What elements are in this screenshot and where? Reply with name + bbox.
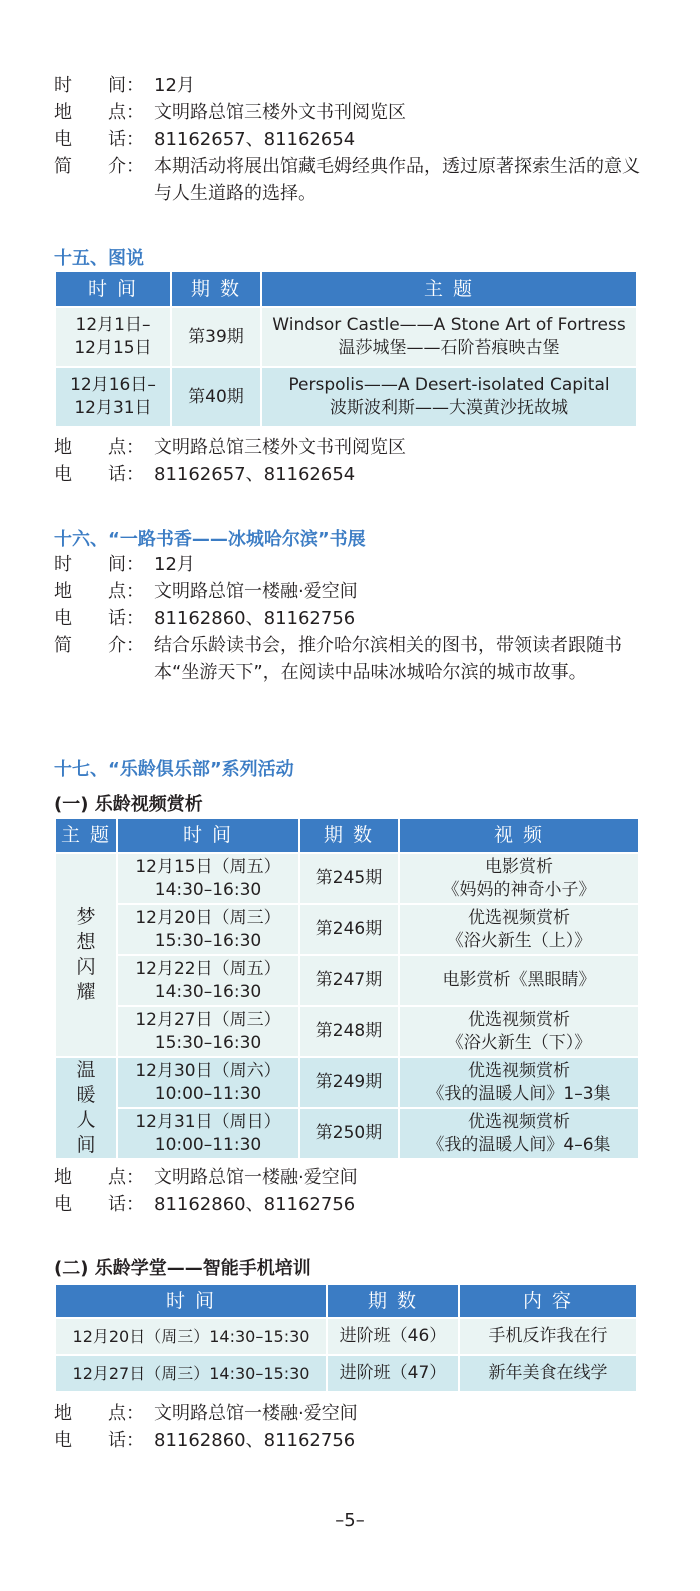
table-header-row — [55, 818, 639, 853]
info-label: 地 点： — [54, 102, 144, 123]
time-cell — [117, 1006, 299, 1057]
time-cell — [117, 1057, 299, 1108]
time: 10:00–11:30 — [154, 1134, 262, 1155]
smartphone-training-table — [54, 1283, 638, 1393]
info-value: 12月 — [154, 554, 195, 575]
date: 12月20日（周三） — [135, 907, 281, 928]
info-label: 电 话： — [54, 129, 144, 150]
section-17-sub2-info — [54, 1400, 654, 1454]
col-header: 主 题 — [55, 818, 117, 853]
video-title: 《浴火新生（上）》 — [446, 930, 592, 951]
table-row — [55, 307, 637, 367]
issue-cell: 第248期 — [299, 1006, 399, 1057]
info-value: 文明路总馆一楼融·爱空间 — [154, 581, 358, 602]
time: 15:30–16:30 — [154, 930, 262, 951]
date-cell — [55, 307, 171, 367]
table-row — [55, 1006, 639, 1057]
info-value: 81162860、81162756 — [154, 608, 356, 629]
col-header: 视 频 — [399, 818, 639, 853]
section-17-sub2-title: (二) 乐龄学堂——智能手机培训 — [54, 1258, 311, 1279]
table-header-row — [55, 271, 637, 307]
info-row-time — [54, 551, 654, 578]
col-header: 时 间 — [55, 271, 171, 307]
col-header: 主 题 — [261, 271, 637, 307]
date-start: 12月16日– — [70, 375, 156, 395]
date-end: 12月15日 — [74, 338, 152, 358]
section-15-table — [54, 270, 638, 428]
table-row — [55, 1057, 639, 1108]
theme-cell — [261, 307, 637, 367]
date: 12月15日（周五） — [135, 856, 281, 877]
col-header: 期 数 — [327, 1284, 459, 1318]
info-label: 时 间： — [54, 75, 144, 96]
info-value: 81162860、81162756 — [154, 1430, 356, 1451]
time-cell — [117, 853, 299, 904]
date-cell — [55, 367, 171, 427]
video-type: 优选视频赏析 — [468, 907, 570, 928]
video-type: 电影赏析 — [485, 856, 553, 877]
info-row-place — [54, 434, 654, 461]
time-cell: 12月27日（周三）14:30–15:30 — [55, 1355, 327, 1392]
video-type: 优选视频赏析 — [468, 1009, 570, 1030]
info-value: 81162657、81162654 — [154, 129, 356, 150]
info-row-place — [54, 99, 654, 126]
top-info-block — [54, 72, 654, 207]
section-15-title: 十五、图说 — [54, 248, 144, 269]
page-number: –5– — [335, 1510, 365, 1531]
info-label: 地 点： — [54, 437, 144, 458]
theme-en: Windsor Castle——A Stone Art of Fortress — [272, 315, 626, 335]
info-row-place — [54, 578, 654, 605]
video-title: 电影赏析《黑眼睛》 — [442, 970, 596, 990]
video-title: 《我的温暖人间》4–6集 — [427, 1134, 611, 1155]
time: 14:30–16:30 — [154, 981, 262, 1002]
info-row-phone — [54, 605, 654, 632]
theme-cn: 波斯波利斯——大漠黄沙抚故城 — [330, 398, 568, 418]
info-value: 12月 — [154, 75, 195, 96]
section-16-title: 十六、“一路书香——冰城哈尔滨”书展 — [54, 529, 366, 550]
video-cell — [399, 1006, 639, 1057]
issue-cell: 进阶班（46） — [327, 1318, 459, 1355]
info-label: 时 间： — [54, 554, 144, 575]
info-row-place — [54, 1400, 654, 1427]
section-17-title: 十七、“乐龄俱乐部”系列活动 — [54, 759, 294, 780]
info-value: 文明路总馆一楼融·爱空间 — [154, 1167, 358, 1188]
info-label: 地 点： — [54, 1403, 144, 1424]
info-label: 地 点： — [54, 581, 144, 602]
theme-cell — [261, 367, 637, 427]
time-cell — [117, 1108, 299, 1159]
info-value: 文明路总馆三楼外文书刊阅览区 — [154, 102, 406, 123]
col-header: 时 间 — [117, 818, 299, 853]
issue-cell: 第245期 — [299, 853, 399, 904]
issue-cell: 第40期 — [171, 367, 261, 427]
content-cell: 新年美食在线学 — [459, 1355, 637, 1392]
date: 12月30日（周六） — [135, 1060, 281, 1081]
info-row-intro — [54, 153, 654, 207]
col-header: 期 数 — [171, 271, 261, 307]
time-cell — [117, 904, 299, 955]
section-17-sub1-title: (一) 乐龄视频赏析 — [54, 794, 203, 815]
table-row — [55, 1355, 637, 1392]
video-title: 《我的温暖人间》1–3集 — [427, 1083, 611, 1104]
info-row-time — [54, 72, 654, 99]
info-label: 电 话： — [54, 608, 144, 629]
date: 12月27日（周三） — [135, 1009, 281, 1030]
issue-cell: 第246期 — [299, 904, 399, 955]
video-cell — [399, 904, 639, 955]
table-header-row — [55, 1284, 637, 1318]
video-type: 优选视频赏析 — [468, 1111, 570, 1132]
col-header: 期 数 — [299, 818, 399, 853]
date-end: 12月31日 — [74, 398, 152, 418]
video-cell — [399, 1108, 639, 1159]
issue-cell: 第247期 — [299, 955, 399, 1006]
time: 14:30–16:30 — [154, 879, 262, 900]
info-label: 电 话： — [54, 1194, 144, 1215]
info-value: 81162657、81162654 — [154, 464, 356, 485]
table-row — [55, 1318, 637, 1355]
content-cell: 手机反诈我在行 — [459, 1318, 637, 1355]
info-label: 简 介： — [54, 156, 144, 177]
info-label: 电 话： — [54, 1430, 144, 1451]
info-row-phone — [54, 461, 654, 488]
table-row — [55, 853, 639, 904]
theme-group-cell — [55, 1057, 117, 1159]
issue-cell: 第249期 — [299, 1057, 399, 1108]
info-row-intro — [54, 632, 654, 686]
info-row-phone — [54, 126, 654, 153]
info-value: 81162860、81162756 — [154, 1194, 356, 1215]
info-row-phone — [54, 1427, 654, 1454]
date-start: 12月1日– — [75, 315, 151, 335]
issue-cell: 进阶班（47） — [327, 1355, 459, 1392]
section-15-info — [54, 434, 654, 488]
video-cell — [399, 1057, 639, 1108]
info-label: 简 介： — [54, 635, 144, 656]
info-row-place — [54, 1164, 654, 1191]
table-row — [55, 367, 637, 427]
info-value: 本期活动将展出馆藏毛姆经典作品，透过原著探索生活的意义与人生道路的选择。 — [154, 156, 640, 204]
issue-cell: 第250期 — [299, 1108, 399, 1159]
info-label: 电 话： — [54, 464, 144, 485]
table-row — [55, 1108, 639, 1159]
date: 12月22日（周五） — [135, 958, 281, 979]
info-value: 文明路总馆三楼外文书刊阅览区 — [154, 437, 406, 458]
info-label: 地 点： — [54, 1167, 144, 1188]
date: 12月31日（周日） — [135, 1111, 281, 1132]
video-appreciation-table — [54, 817, 640, 1160]
video-title: 《浴火新生（下）》 — [446, 1032, 592, 1053]
time: 10:00–11:30 — [154, 1083, 262, 1104]
info-value: 文明路总馆一楼融·爱空间 — [154, 1403, 358, 1424]
theme-en: Perspolis——A Desert-isolated Capital — [288, 375, 610, 395]
video-cell — [399, 955, 639, 1006]
table-row — [55, 904, 639, 955]
table-row — [55, 955, 639, 1006]
info-row-phone — [54, 1191, 654, 1218]
info-value: 结合乐龄读书会，推介哈尔滨相关的图书，带领读者跟随书本“坐游天下”，在阅读中品味冰城哈尔滨的城市故事。 — [154, 635, 622, 683]
time: 15:30–16:30 — [154, 1032, 262, 1053]
theme-group-cell — [55, 853, 117, 1057]
video-title: 《妈妈的神奇小子》 — [442, 879, 596, 900]
theme-group-label: 温暖人间 — [76, 1059, 96, 1156]
col-header: 时 间 — [55, 1284, 327, 1318]
time-cell: 12月20日（周三）14:30–15:30 — [55, 1318, 327, 1355]
video-type: 优选视频赏析 — [468, 1060, 570, 1081]
section-17-sub1-info — [54, 1164, 654, 1218]
time-cell — [117, 955, 299, 1006]
video-cell — [399, 853, 639, 904]
theme-group-label: 梦想闪耀 — [76, 906, 96, 1003]
col-header: 内 容 — [459, 1284, 637, 1318]
issue-cell: 第39期 — [171, 307, 261, 367]
section-16-info — [54, 551, 654, 686]
theme-cn: 温莎城堡——石阶苔痕映古堡 — [338, 338, 560, 358]
